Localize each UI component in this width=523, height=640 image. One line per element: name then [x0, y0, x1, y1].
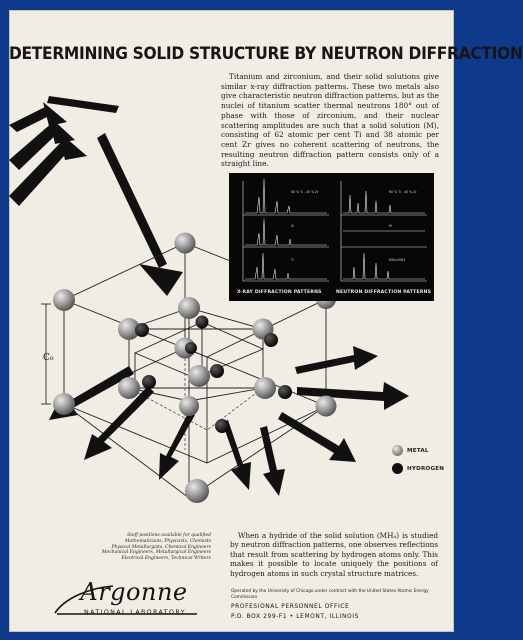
scattered-beam-arrows — [49, 346, 409, 496]
svg-text:Ti: Ti — [291, 258, 294, 262]
svg-text:MH\u2084: MH\u2084 — [389, 258, 406, 262]
svg-text:M: M — [389, 224, 392, 228]
legend-hydrogen-label: HYDROGEN — [407, 465, 445, 472]
ad-page — [9, 10, 523, 632]
legend-metal — [392, 445, 429, 456]
legend-metal-label: METAL — [407, 447, 429, 454]
operated-by-note: Operated by the University of Chicago under contract with the United States Atomic Energy Commission — [231, 589, 429, 600]
laboratory-subtitle: NATIONAL LABORATORY — [83, 609, 186, 616]
neutron-caption: NEUTRON DIFFRACTION PATTERNS — [336, 290, 432, 295]
diffraction-plots — [229, 173, 434, 301]
metal-swatch-icon — [392, 445, 403, 456]
svg-text:60 % Ti - 40 % Zr: 60 % Ti - 40 % Zr — [389, 190, 417, 194]
svg-text:Zr: Zr — [291, 224, 295, 228]
svg-text:60 % Ti - 40 % Zr: 60 % Ti - 40 % Zr — [291, 190, 319, 194]
staff-line: Mathematicians, Physicists, Chemists — [124, 538, 211, 544]
incoming-beam-arrows — [9, 96, 183, 296]
staff-line: Electrical Engineers, Technical Writers — [121, 556, 211, 562]
staff-line: Physical Metallurgists, Chemical Engineers — [111, 544, 211, 550]
mailing-address: P.O. BOX 299-F1 • LEMONT, ILLINOIS — [231, 614, 359, 620]
argonne-wordmark: Argonne — [80, 578, 188, 606]
staff-positions — [69, 533, 211, 562]
diffraction-patterns-panel — [229, 173, 434, 301]
staff-line: Mechanical Engineers, Metallurgical Engineers — [101, 550, 211, 556]
personnel-office: PROFESIONAL PERSONNEL OFFICE — [231, 604, 350, 610]
hydrogen-swatch-icon — [392, 463, 403, 474]
staff-line: Staff positions available for qualified — [127, 533, 211, 538]
hydride-paragraph: When a hydride of the solid solution (MH₄) is studied by neutron diffraction patterns, one observes reflections that result from scattering by hydrogen atoms only. This makes it possible to locate uniquely the positions of hydrogen atoms in such crystal structure matrices. — [230, 531, 438, 578]
legend-hydrogen — [392, 463, 444, 474]
intro-paragraph: Titanium and zirconium, and their solid solutions give similar x-ray diffraction patterns. These two metals also give characteristic neutron diffraction patterns, but as the nuclei of titanium scatter thermal neutrons 180° out of phase with those of zirconium, and their nuclear scattering amplitudes are such that a solid solution (M), consisting of 62 atomic per cent Ti and 38 atomic per cent Zr gives no coherent scattering of neutrons, the resulting neutron diffraction pattern consists only of a straight line. — [221, 72, 439, 169]
c0-label: C₀ — [43, 353, 54, 363]
xray-caption: X-RAY DIFFRACTION PATTERNS — [237, 290, 322, 295]
headline: DETERMINING SOLID STRUCTURE BY NEUTRON DIFFRACTION — [9, 44, 523, 64]
